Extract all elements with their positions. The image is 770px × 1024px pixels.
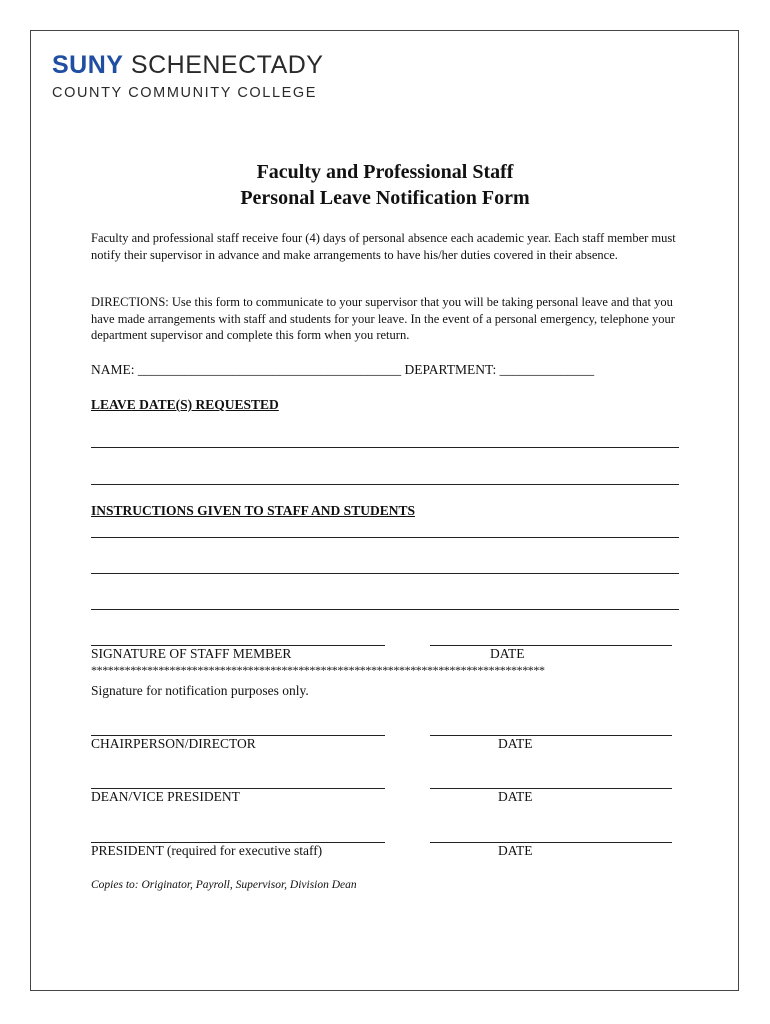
department-label: DEPARTMENT: [401,362,500,377]
leave-dates-heading: LEAVE DATE(S) REQUESTED [91,397,279,412]
staff-date-label: DATE [490,646,525,661]
dean-date-line[interactable] [430,788,672,789]
copies-note: Copies to: Originator, Payroll, Supervisor, Division Dean [91,879,357,891]
instructions-line[interactable] [91,573,679,574]
staff-signature-label: SIGNATURE OF STAFF MEMBER [91,646,292,661]
president-label: PRESIDENT (required for executive staff) [91,843,323,858]
chair-date-line[interactable] [430,735,672,736]
president-date-line[interactable] [430,842,672,843]
notification-note: Signature for notification purposes only. [91,683,309,698]
instructions-line[interactable] [91,537,679,538]
dean-label: DEAN/VICE PRESIDENT [91,789,240,804]
staff-date-line[interactable] [430,645,672,646]
intro-paragraph: Faculty and professional staff receive four (4) days of personal absence each academic year. Each staff member must notify their supervisor in advance and make arrangements to have his/her duties covered in their absence. [91,231,676,262]
logo-subtitle: COUNTY COMMUNITY COLLEGE [52,85,318,101]
logo-suny-text: SUNY [52,51,124,79]
form-title-line1: Faculty and Professional Staff [256,161,514,183]
leave-date-line[interactable] [91,447,679,448]
instructions-heading: INSTRUCTIONS GIVEN TO STAFF AND STUDENTS [91,503,415,518]
separator-stars: ********************************************************************************* [91,663,545,677]
instructions-line[interactable] [91,609,679,610]
chair-label: CHAIRPERSON/DIRECTOR [91,736,256,751]
name-label: NAME: [91,362,138,377]
name-department-row [91,362,594,378]
name-field[interactable]: _______________________________________ [137,362,402,377]
department-field[interactable]: ______________ [499,362,595,377]
dean-date-label: DATE [498,789,533,804]
chair-date-label: DATE [498,736,533,751]
logo-college-name: SCHENECTADY [130,51,324,79]
college-logo [52,52,323,101]
directions-paragraph: DIRECTIONS: Use this form to communicate to your supervisor that you will be taking personal leave and that you have made arrangements with staff and students for your leave. In the event of a personal emergency, telephone your department supervisor and complete this form when you return. [91,295,675,342]
president-date-label: DATE [498,843,533,858]
form-title-line2: Personal Leave Notification Form [240,187,530,209]
leave-date-line[interactable] [91,484,679,485]
